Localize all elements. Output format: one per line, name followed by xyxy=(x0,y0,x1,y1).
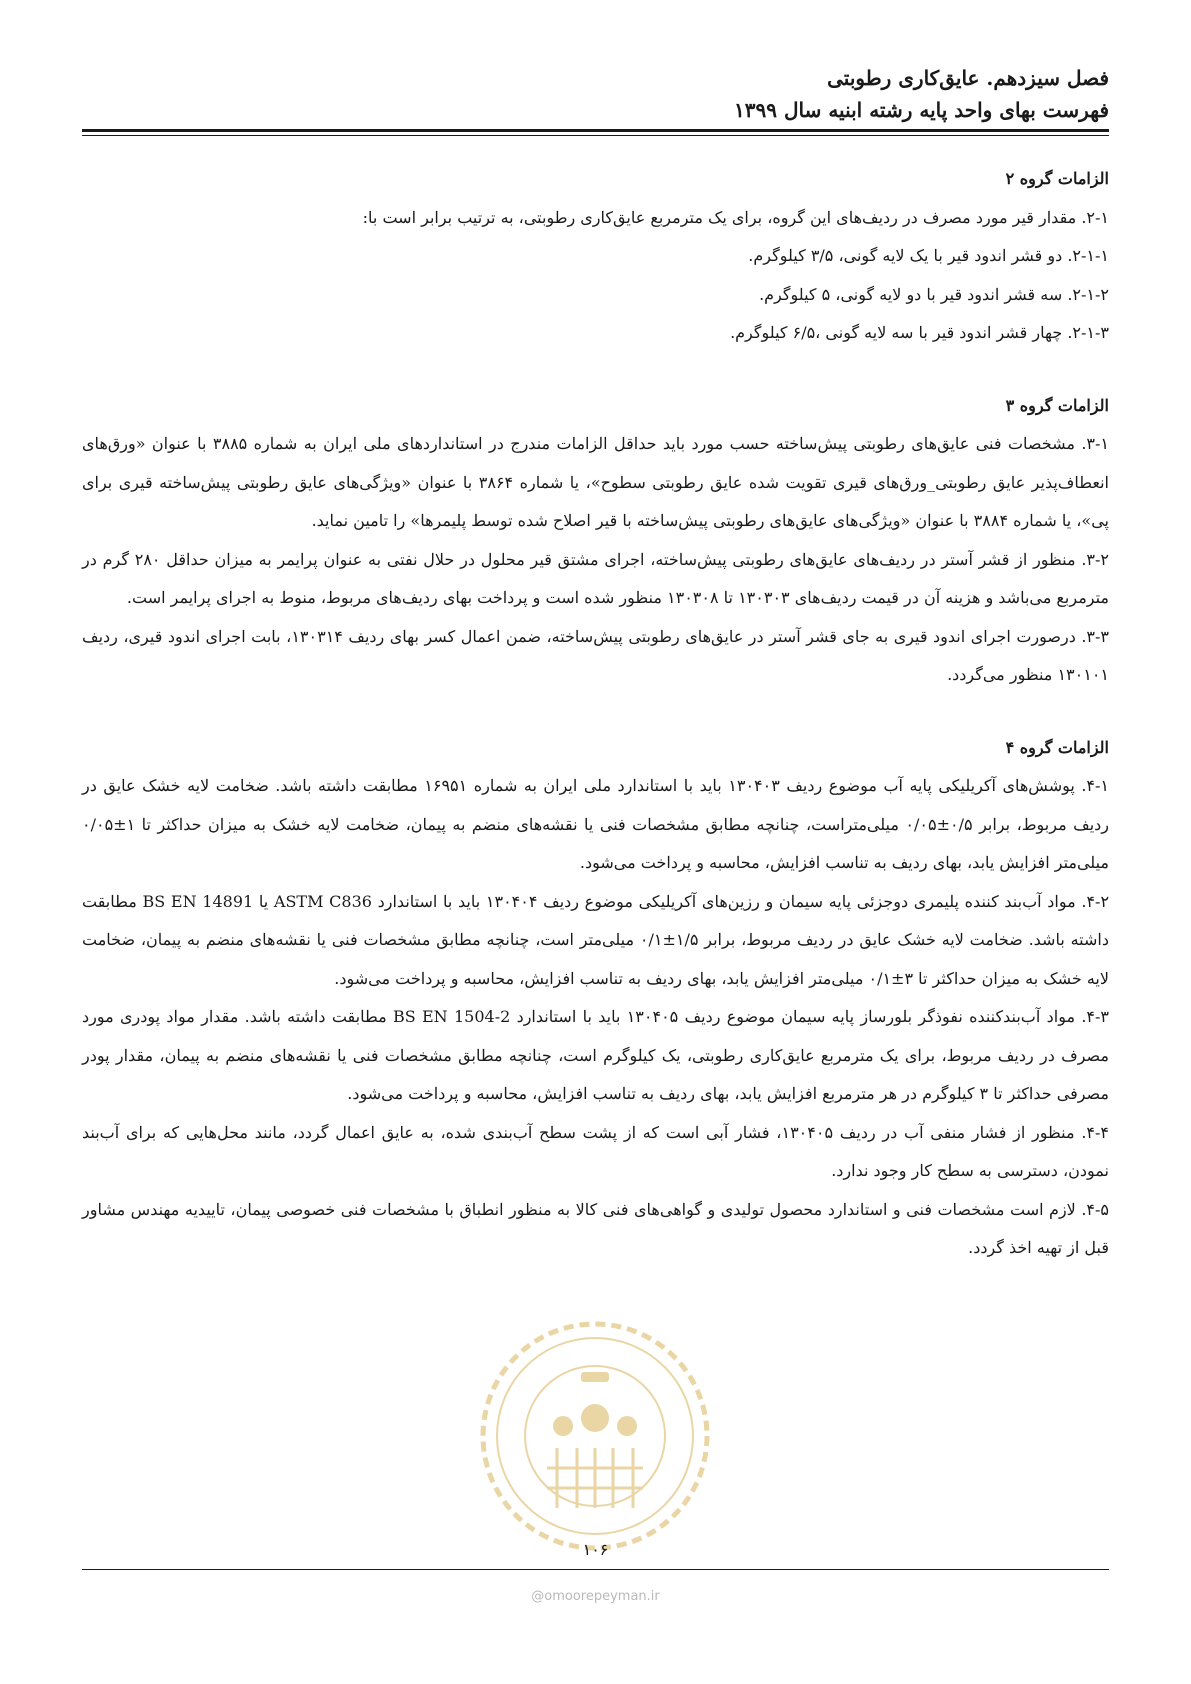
clause-4-4: ۴-۴. منظور از فشار منفی آب در ردیف ۱۳۰۴۰۵، فشار آبی است که از پشت سطح آب‌بندی شده، به عایق اعمال گردد، مانند محل‌هایی که برای آب‌بند نمودن، دسترسی به سطح کار وجود ندارد. xyxy=(82,1122,1110,1180)
website-watermark-text: @omoorepeyman.ir xyxy=(531,1589,660,1604)
group-4-section xyxy=(82,729,1109,1268)
main-content xyxy=(82,160,1109,1302)
footer-rule xyxy=(82,1569,1109,1570)
clause-3-3: ۳-۳. درصورت اجرای اندود قیری به جای قشر آستر در عایق‌های رطوبتی پیش‌ساخته، ضمن اعمال کسر بهای ردیف ۱۳۰۳۱۴، بابت اجرای اندود قیری، ردیف ۱۳۰۱۰۱ منظور می‌گردد. xyxy=(82,626,1109,684)
clause-2-1-1: ۲-۱-۱. دو قشر اندود قیر با یک لایه گونی، ۳/۵ کیلوگرم. xyxy=(748,246,1109,265)
header-rule-thick xyxy=(82,129,1109,132)
page-header xyxy=(734,62,1109,126)
clause-3-2: ۳-۲. منظور از قشر آستر در ردیف‌های عایق‌های رطوبتی پیش‌ساخته، اجرای مشتق قیر محلول در حلال نفتی به عنوان پرایمر به میزان حداقل ۲۸۰ گرم در مترمربع می‌باشد و هزینه آن در قیمت ردیف‌های ۱۳۰۳۰۳ تا ۱۳۰۳۰۸ منظور شده است و پرداخت بهای ردیف‌های مربوط، منوط به اجرای پرایمر است. xyxy=(82,549,1110,607)
clause-2-1-3: ۲-۱-۳. چهار قشر اندود قیر با سه لایه گونی ،۶/۵ کیلوگرم. xyxy=(730,323,1109,342)
header-rule-thin xyxy=(82,135,1109,136)
group-2-title: الزامات گروه ۲ xyxy=(1005,169,1109,188)
publisher-seal-watermark xyxy=(477,1318,713,1554)
group-3-title: الزامات گروه ۳ xyxy=(1005,395,1109,415)
clause-2-1-2: ۲-۱-۲. سه قشر اندود قیر با دو لایه گونی، ۵ کیلوگرم. xyxy=(759,284,1109,304)
group-4-title: الزامات گروه ۴ xyxy=(1005,737,1109,757)
chapter-title: فصل سیزدهم. عایق‌کاری رطوبتی xyxy=(827,66,1109,90)
clause-3-1: ۳-۱. مشخصات فنی عایق‌های رطوبتی پیش‌ساخته حسب مورد باید حداقل الزامات مندرج در استانداردهای ملی ایران به شماره ۳۸۸۵ با عنوان «ورق‌های انعطاف‌پذیر عایق رطوبتی_ورق‌های قیری تقویت شده عایق رطوبتی سطوح»، یا شماره ۳۸۶۴ با عنوان «ویژگی‌های عایق رطوبتی پیش‌ساخته قیری برای پی»، یا شماره ۳۸۸۴ با عنوان «ویژگی‌های عایق‌های رطوبتی پیش‌ساخته با قیر اصلاح شده توسط پلیمرها» را تامین نماید. xyxy=(82,434,1110,530)
clause-4-3: ۴-۳. مواد آب‌بندکننده نفوذگر بلورساز پایه سیمان موضوع ردیف ۱۳۰۴۰۵ باید با استاندارد BS EN 1504-2 مطابقت داشته باشد. مقدار مواد پودری مورد مصرف در ردیف مربوط، برای یک مترمربع عایق‌کاری رطوبتی، یک کیلوگرم است، چنانچه مطابق مشخصات فنی یا نقشه‌های منضم به پیمان، مقدار پودر مصرفی حداکثر تا ۳ کیلوگرم در هر مترمربع افزایش یابد، بهای ردیف به تناسب افزایش، محاسبه و پرداخت می‌شود. xyxy=(82,1007,1110,1103)
book-title: فهرست بهای واحد پایه رشته ابنیه سال ۱۳۹۹ xyxy=(734,98,1109,122)
clause-2-1: ۲-۱. مقدار قیر مورد مصرف در ردیف‌های این گروه، برای یک مترمربع عایق‌کاری رطوبتی، به ترتیب برابر است با: xyxy=(362,207,1109,227)
group-3-section xyxy=(82,387,1109,695)
page-number: ۱۰۶ xyxy=(582,1540,609,1559)
clause-4-1: ۴-۱. پوشش‌های آکریلیکی پایه آب موضوع ردیف ۱۳۰۴۰۳ باید با استاندارد ملی ایران به شماره ۱۶۹۵۱ مطابقت داشته باشد. ضخامت لایه خشک عایق در ردیف مربوط، برابر ۰/۵±۰/۰۵ میلی‌متراست، چنانچه مطابق مشخصات فنی یا نقشه‌های منضم به پیمان، ضخامت لایه خشک به میزان حداکثر تا ۱±۰/۰۵ میلی‌متر افزایش یابد، بهای ردیف به تناسب افزایش، محاسبه و پرداخت می‌شود. xyxy=(82,776,1110,872)
clause-4-2: ۴-۲. مواد آب‌بند کننده پلیمری دوجزئی پایه سیمان و رزین‌های آکریلیکی موضوع ردیف ۱۳۰۴۰۴ باید با استاندارد ASTM C836 یا BS EN 14891 مطابقت داشته باشد. ضخامت لایه خشک عایق در ردیف مربوط، برابر ۱/۵±۰/۱ میلی‌متر است، چنانچه مطابق مشخصات فنی یا نقشه‌های منضم به پیمان، ضخامت لایه خشک به میزان حداکثر تا ۳±۰/۱ میلی‌متر افزایش یابد، بهای ردیف به تناسب افزایش، محاسبه و پرداخت می‌شود. xyxy=(82,891,1110,988)
clause-4-5: ۴-۵. لازم است مشخصات فنی و استاندارد محصول تولیدی و گواهی‌های فنی کالا به منظور انطباق با مشخصات فنی خصوصی پیمان، تاییدیه مهندس مشاور قبل از تهیه اخذ گردد. xyxy=(82,1199,1109,1257)
group-2-section xyxy=(82,160,1109,353)
